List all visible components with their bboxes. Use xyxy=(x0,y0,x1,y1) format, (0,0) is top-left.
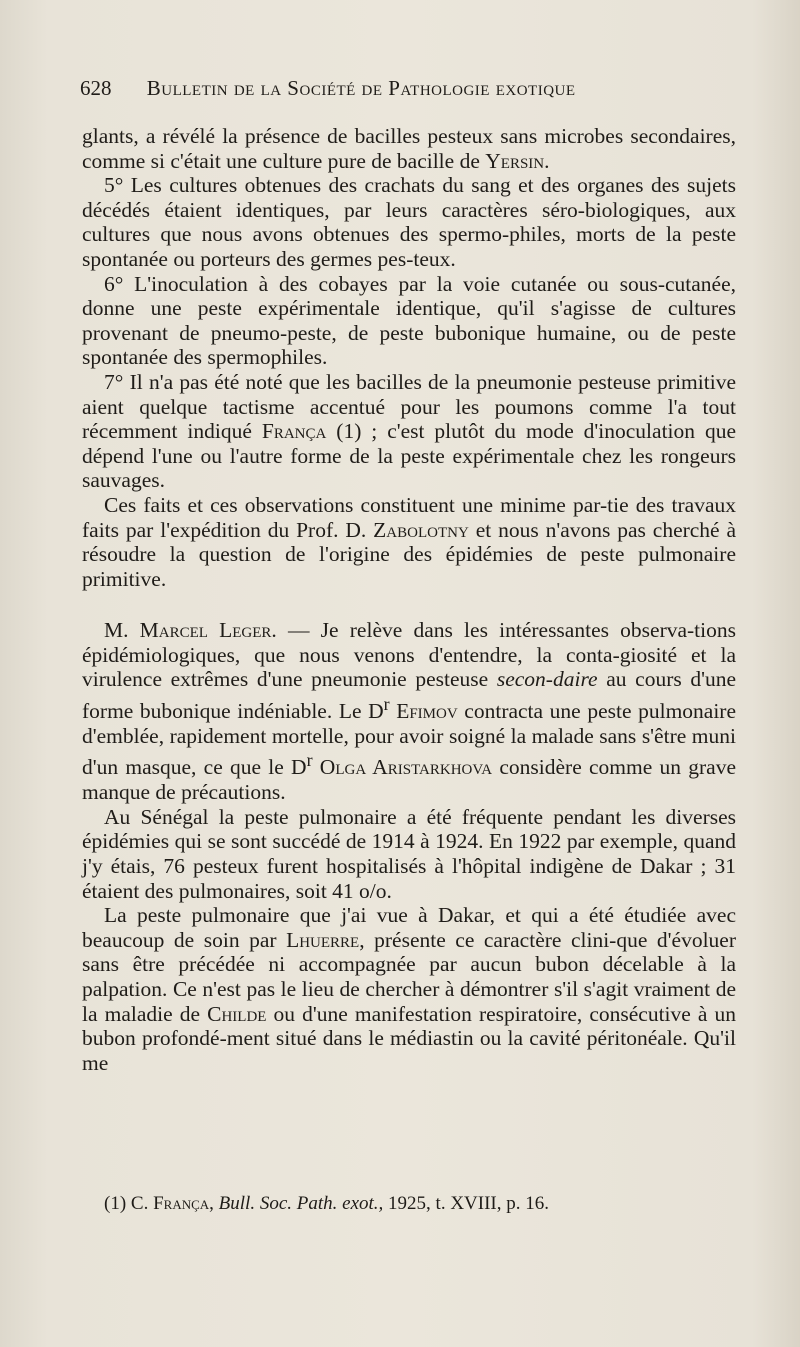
author-name-yersin: Yersin. xyxy=(485,148,550,173)
paragraph-dakar: La peste pulmonaire que j'ai vue à Dakar, et qui a été étudiée avec beaucoup de soin par Lhuerre, présente ce caractère clini-que d'évoluer sans être précédée ni accompagnée par aucun bubon décelable à la palpation. Ce n'est pas le lieu de chercher à démontrer s'il s'agit vraiment de la maladie de Childe ou d'une manifestation respiratoire, consécutive à un bubon profondé-ment situé dans le médiastin ou la cavité péritonéale. Qu'il me xyxy=(82,903,737,1075)
footnote-author: França, xyxy=(153,1193,214,1214)
author-name-aristarkhova: Olga Aristarkhova xyxy=(319,755,493,780)
author-name-efimov: Efimov xyxy=(396,699,458,724)
paragraph-point-5: 5° Les cultures obtenues des crachats du sang et des organes des sujets décédés étaient identiques, par leurs caractères séro-biologiques, aux cultures que nous avons obtenues des spermo-philes, morts de la peste spontanée ou porteurs des germes pes-teux. xyxy=(82,173,736,271)
article-body xyxy=(82,124,736,1075)
paragraph-senegal: Au Sénégal la peste pulmonaire a été fréquente pendant les diverses épidémies qui se sont succédé de 1914 à 1924. En 1922 par exemple, quand j'y étais, 76 pesteux furent hospitalisés à l'hôpital indigène de Dakar ; 31 étaient des pulmonaires, soit 41 o/o. xyxy=(82,804,736,903)
section-gap xyxy=(82,591,736,618)
journal-title: Bulletin de la Société de Pathologie exotique xyxy=(146,76,576,100)
page-number: 628 xyxy=(80,76,112,100)
author-name-zabolotny: Zabolotny xyxy=(373,517,469,542)
paragraph-point-6: 6° L'inoculation à des cobayes par la voie cutanée ou sous-cutanée, donne une peste expérimentale identique, qu'il s'agisse de cultures provenant de pneumo-peste, de peste bubonique humaine, ou de peste spontanée des spermophiles. xyxy=(82,271,736,370)
author-name-childe: Childe xyxy=(207,1001,267,1026)
paragraph-leger-intervention: M. Marcel Leger. — Je relève dans les intéressantes observa-tions épidémiologiques, que nous venons d'entendre, la conta-giosité et la virulence extrêmes d'une pneumonie pesteuse secon-daire au cours d'une forme bubonique indéniable. Le $D^r$ Efimov contracta une peste pulmonaire d'emblée, rapidement mortelle, pour avoir soigné la malade sans s'être muni d'un masque, ce que le $D^r$ Olga Aristarkhova considère comme un grave manque de précautions. xyxy=(82,618,737,805)
footnote: (1) C. França, Bull. Soc. Path. exot., 1925, t. XVIII, p. 16. xyxy=(104,1193,549,1214)
paragraph-point-7: 7° Il n'a pas été noté que les bacilles de la pneumonie pesteuse primitive aient quelque tactisme accentué pour les poumons comme l'a tout récemment indiqué França (1) ; c'est plutôt du mode d'inoculation que dépend l'une ou l'autre forme de la peste expérimentale chez les rongeurs sauvages. xyxy=(82,369,736,493)
paragraph-conclusion: Ces faits et ces observations constituent une minime par-tie des travaux faits par l'expédition du Prof. D. Zabolotny et nous n'avons pas cherché à résoudre la question de l'origine des épidémies de peste pulmonaire primitive. xyxy=(82,492,737,591)
speaker-name: M. Marcel Leger. xyxy=(104,618,277,643)
author-name-lhuerre: Lhuerre xyxy=(286,927,360,952)
author-name-franca: França xyxy=(261,419,327,444)
running-header xyxy=(80,76,740,101)
paragraph-continuation: glants, a révélé la présence de bacilles pesteux sans microbes secondaires, comme si c'était une culture pure de bacille de Yersin. xyxy=(82,124,736,173)
footnote-journal: Bull. Soc. Path. exot., xyxy=(218,1193,384,1214)
